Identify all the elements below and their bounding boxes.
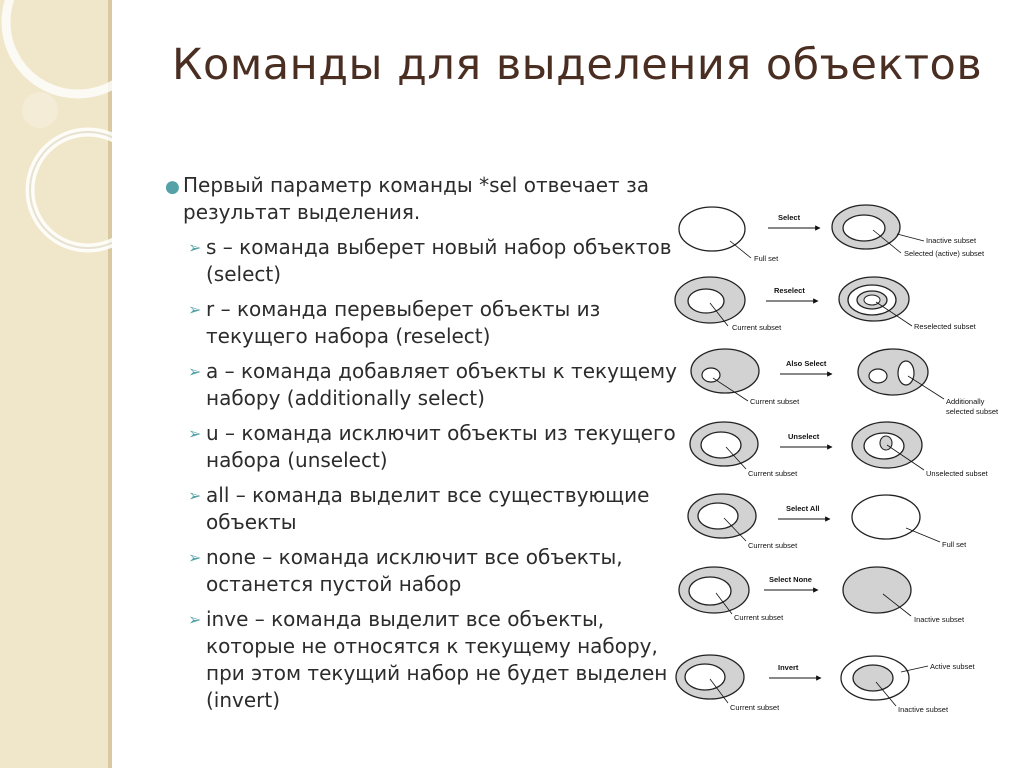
operation-label: Select All (786, 504, 820, 513)
arrow-bullet-icon: ➢ (188, 548, 202, 567)
sub-item-text: r – команда перевыберет объекты из текущего набора (reselect) (206, 297, 601, 348)
diagram-also-select (691, 349, 999, 416)
diagram-select-none (679, 567, 965, 624)
left-label: Current subset (750, 397, 800, 406)
dot-bullet-icon: ● (165, 177, 180, 197)
sub-item-text: s – команда выберет новый набор объектов (select) (206, 235, 672, 286)
sub-item-text: inve – команда выделит все объекты, которые не относятся к текущему набору, при этом текущий набор не будет выделен (invert) (206, 607, 668, 712)
full-set-ellipse (679, 207, 745, 251)
diagram-select-all (688, 494, 967, 550)
sub-item-all (165, 482, 685, 536)
arrow-bullet-icon: ➢ (188, 362, 202, 381)
arrow-bullet-icon: ➢ (188, 424, 202, 443)
right-label: Selected (active) subset (904, 249, 985, 258)
right-label: selected subset (946, 407, 999, 416)
operation-label: Unselect (788, 432, 820, 441)
sub-item-unselect (165, 420, 685, 474)
intro-text: Первый параметр команды *sel отвечает за результат выделения. (183, 173, 649, 224)
diagram-select (679, 205, 985, 263)
sub-item-reselect (165, 296, 685, 350)
operation-label: Invert (778, 663, 799, 672)
decorative-side-panel (0, 0, 112, 768)
operation-label: Select None (769, 575, 812, 584)
bullet-list (165, 172, 685, 714)
sub-item-invert (165, 606, 685, 714)
right-label: Inactive subset (926, 236, 977, 245)
sub-item-text: a – команда добавляет объекты к текущему набору (additionally select) (206, 359, 677, 410)
right-label: Active subset (930, 662, 975, 671)
arrow-bullet-icon: ➢ (188, 300, 202, 319)
sub-item-text: none – команда исключит все объекты, останется пустой набор (206, 545, 623, 596)
arrow-bullet-icon: ➢ (188, 486, 202, 505)
diagram-reselect (675, 277, 977, 332)
right-label: Unselected subset (926, 469, 988, 478)
operation-label: Also Select (786, 359, 827, 368)
sub-item-none (165, 544, 685, 598)
sub-item-select (165, 234, 685, 288)
right-label: Additionally (946, 397, 985, 406)
sub-item-text: u – команда исключит объекты из текущего набора (unselect) (206, 421, 676, 472)
operation-label: Reselect (774, 286, 805, 295)
diagram-unselect (690, 422, 989, 478)
right-label: Inactive subset (914, 615, 965, 624)
left-label: Current subset (748, 469, 798, 478)
intro-bullet (165, 172, 685, 226)
arrow-bullet-icon: ➢ (188, 610, 202, 629)
right-label: Reselected subset (914, 322, 976, 331)
left-label: Full set (754, 254, 779, 263)
right-label: Full set (942, 540, 967, 549)
left-label: Current subset (734, 613, 784, 622)
sub-item-text: all – команда выделит все существующие объекты (206, 483, 650, 534)
left-label: Current subset (748, 541, 798, 550)
selection-diagrams (668, 198, 1008, 728)
arrow-bullet-icon: ➢ (188, 238, 202, 257)
operation-label: Select (778, 213, 801, 222)
full-set-ellipse (852, 495, 920, 539)
sub-item-also-select (165, 358, 685, 412)
left-label: Current subset (732, 323, 782, 332)
right-label: Inactive subset (898, 705, 949, 714)
page-title: Команды для выделения объектов (172, 40, 983, 90)
left-label: Current subset (730, 703, 780, 712)
diagram-invert (676, 655, 976, 714)
